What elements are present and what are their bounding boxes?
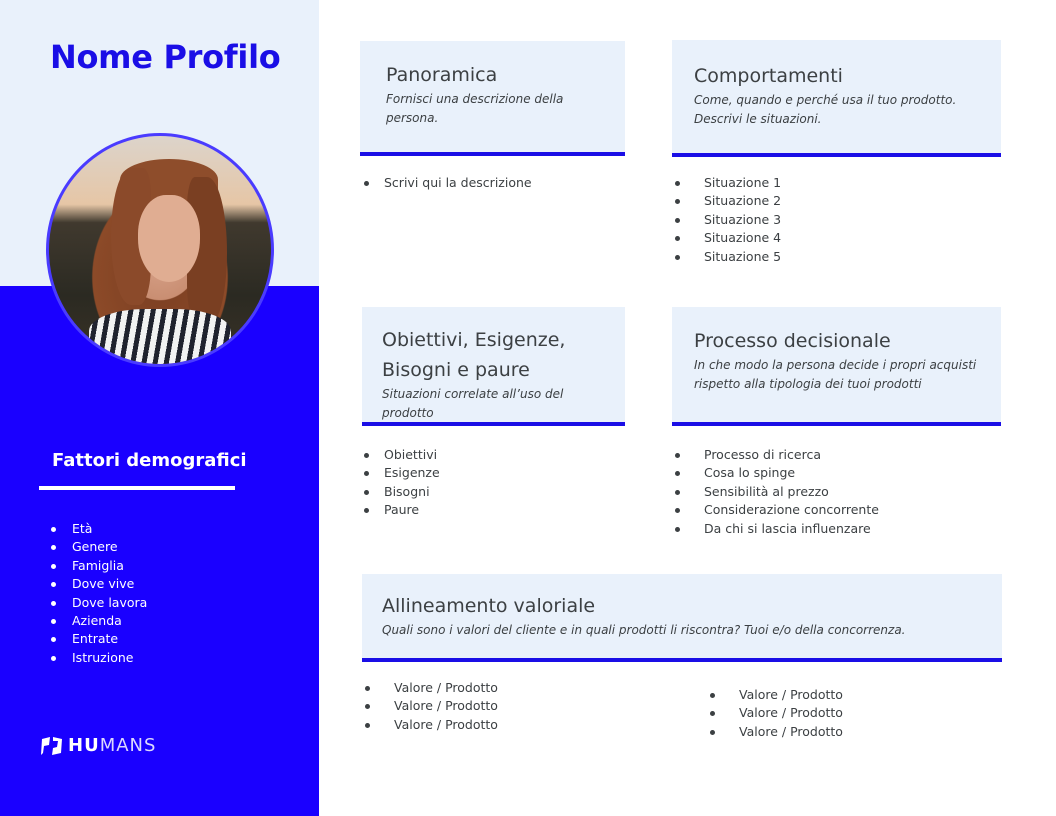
avatar[interactable] — [46, 133, 274, 367]
list-item[interactable]: Genere — [50, 538, 147, 556]
card-title[interactable]: Processo decisionale — [694, 330, 891, 352]
card-subtitle-line1[interactable]: Come, quando e perché usa il tuo prodotto. — [694, 93, 957, 107]
list-item[interactable]: Dove vive — [50, 575, 147, 593]
list-item[interactable]: Istruzione — [50, 649, 147, 667]
list-item[interactable]: Paure — [362, 501, 440, 519]
card-title-line2[interactable]: Bisogni e paure — [382, 359, 530, 381]
list-item[interactable]: Valore / Prodotto — [362, 716, 498, 734]
card-overview-header — [360, 41, 625, 156]
card-decision-header — [672, 307, 1001, 426]
card-subtitle[interactable]: Quali sono i valori del cliente e in quali prodotti li riscontra? Tuoi e/o della concorrenza. — [382, 623, 906, 637]
list-item[interactable]: Situazione 5 — [672, 248, 781, 266]
card-goals-header — [362, 307, 625, 426]
card-title[interactable]: Allineamento valoriale — [382, 595, 596, 617]
list-item[interactable]: Azienda — [50, 612, 147, 630]
list-item[interactable]: Valore / Prodotto — [362, 697, 498, 715]
overview-list — [362, 174, 532, 192]
list-item[interactable]: Processo di ricerca — [672, 446, 879, 464]
humans-logo-icon — [40, 736, 63, 756]
card-title-line1[interactable]: Obiettivi, Esigenze, — [382, 329, 566, 351]
list-item[interactable]: Situazione 1 — [672, 174, 781, 192]
values-list-right — [707, 686, 843, 741]
list-item[interactable]: Dove lavora — [50, 594, 147, 612]
list-item[interactable]: Valore / Prodotto — [362, 679, 498, 697]
card-behaviors-header — [672, 40, 1001, 157]
list-item[interactable]: Valore / Prodotto — [707, 686, 843, 704]
list-item[interactable]: Famiglia — [50, 557, 147, 575]
card-values-header — [362, 574, 1002, 662]
card-subtitle-line1[interactable]: In che modo la persona decide i propri acquisti — [694, 358, 977, 372]
logo-text-light: MANS — [99, 735, 157, 756]
list-item[interactable]: Età — [50, 520, 147, 538]
decision-list — [672, 446, 879, 538]
list-item[interactable]: Scrivi qui la descrizione — [362, 174, 532, 192]
avatar-shirt — [89, 309, 231, 364]
list-item[interactable]: Cosa lo spinge — [672, 464, 879, 482]
list-item[interactable]: Valore / Prodotto — [707, 723, 843, 741]
values-list-left — [362, 679, 498, 734]
list-item[interactable]: Entrate — [50, 630, 147, 648]
list-item[interactable]: Situazione 4 — [672, 229, 781, 247]
sidebar — [0, 0, 319, 816]
demographics-list — [50, 520, 147, 667]
list-item[interactable]: Bisogni — [362, 483, 440, 501]
logo-text-bold: HU — [68, 735, 100, 756]
list-item[interactable]: Da chi si lascia influenzare — [672, 520, 879, 538]
list-item[interactable]: Valore / Prodotto — [707, 704, 843, 722]
list-item[interactable]: Situazione 3 — [672, 211, 781, 229]
list-item[interactable]: Sensibilità al prezzo — [672, 483, 879, 501]
goals-list — [362, 446, 440, 520]
behaviors-list — [672, 174, 781, 266]
profile-name[interactable]: Nome Profilo — [50, 38, 281, 76]
list-item[interactable]: Esigenze — [362, 464, 440, 482]
demographics-title[interactable]: Fattori demografici — [52, 450, 247, 471]
list-item[interactable]: Situazione 2 — [672, 192, 781, 210]
card-subtitle[interactable]: Fornisci una descrizione della persona. — [386, 92, 564, 125]
list-item[interactable]: Considerazione concorrente — [672, 501, 879, 519]
list-item[interactable]: Obiettivi — [362, 446, 440, 464]
card-title[interactable]: Panoramica — [386, 64, 498, 86]
humans-logo — [40, 735, 156, 756]
card-subtitle-line2[interactable]: Descrivi le situazioni. — [694, 111, 822, 126]
card-title[interactable]: Comportamenti — [694, 65, 843, 87]
avatar-face — [138, 195, 200, 282]
card-subtitle-line2[interactable]: rispetto alla tipologia dei tuoi prodotti — [694, 376, 922, 391]
demographics-underline — [39, 486, 235, 490]
card-subtitle[interactable]: Situazioni correlate all’uso del prodotto — [382, 387, 564, 420]
